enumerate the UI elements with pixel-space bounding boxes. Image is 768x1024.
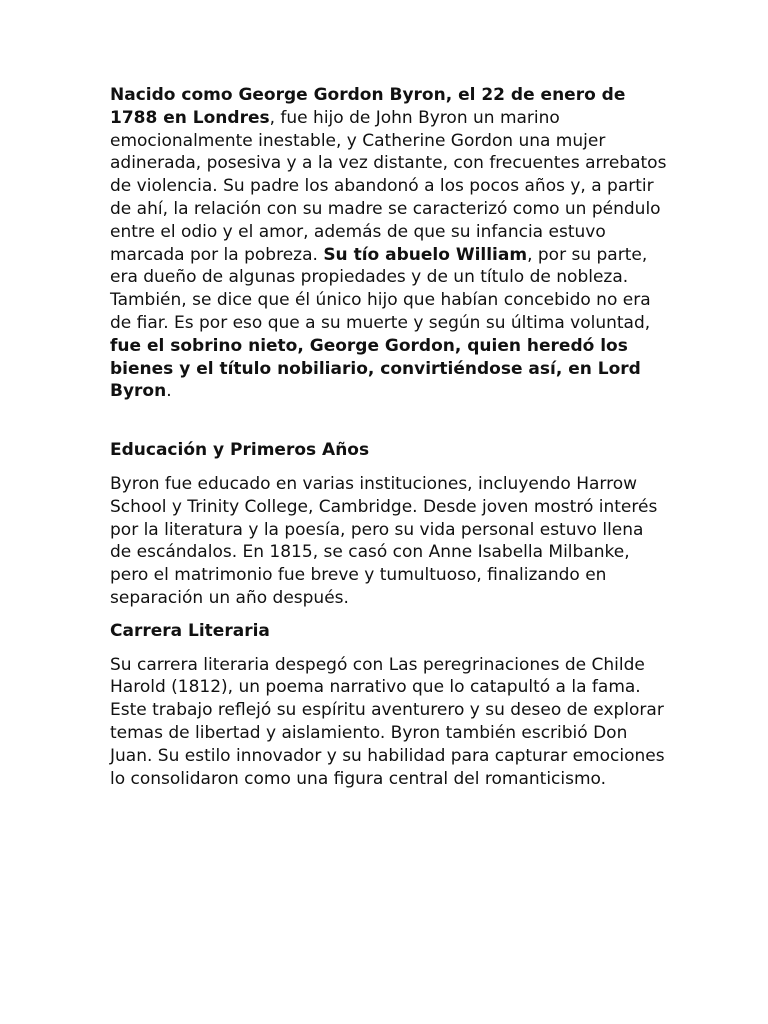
intro-paragraph bbox=[110, 84, 670, 403]
career-heading: Carrera Literaria bbox=[110, 620, 270, 641]
intro-bold-uncle: Su tío abuelo William bbox=[323, 244, 528, 265]
intro-text-1: , fue hijo de John Byron un marino emocionalmente inestable, y Catherine Gordon una mujer adinerada, posesiva y a la vez distante, con frecuentes arrebatos de violencia. Su padre los abandonó a los pocos años y, a partir de ahí, la relación con su madre se caracterizó como un péndulo entre el odio y el amor, además de que su infancia estuvo marcada por la pobreza. bbox=[110, 107, 667, 265]
intro-text-2: , por su parte, era dueño de algunas propiedades y de un título de nobleza. También, se dice que él único hijo que habían concebido no era de fiar. Es por eso que a su muerte y según su última voluntad, bbox=[110, 244, 651, 333]
intro-text-3: . bbox=[166, 381, 172, 402]
career-paragraph: Su carrera literaria despegó con Las peregrinaciones de Childe Harold (1812), un poema narrativo que lo catapultó a la fama. Este trabajo reflejó su espíritu aventurero y su deseo de explorar temas de libertad y aislamiento. Byron también escribió Don Juan. Su estilo innovador y su habilidad para capturar emociones lo consolidaron como una figura central del romanticismo. bbox=[110, 654, 665, 789]
education-paragraph: Byron fue educado en varias instituciones, incluyendo Harrow School y Trinity College, Cambridge. Desde joven mostró interés por la literatura y la poesía, pero su vida personal estuvo llena de escándalos. En 1815, se casó con Anne Isabella Milbanke, pero el matrimonio fue breve y tumultuoso, finalizando en separación un año después. bbox=[110, 473, 658, 608]
education-heading: Educación y Primeros Años bbox=[110, 440, 370, 461]
document-body bbox=[110, 84, 670, 790]
intro-bold-birth: Nacido como George Gordon Byron, el 22 de enero de 1788 en Londres bbox=[110, 85, 626, 128]
intro-bold-inheritance: fue el sobrino nieto, George Gordon, quien heredó los bienes y el título nobiliario, convirtiéndose así, en Lord Byron bbox=[110, 335, 641, 402]
